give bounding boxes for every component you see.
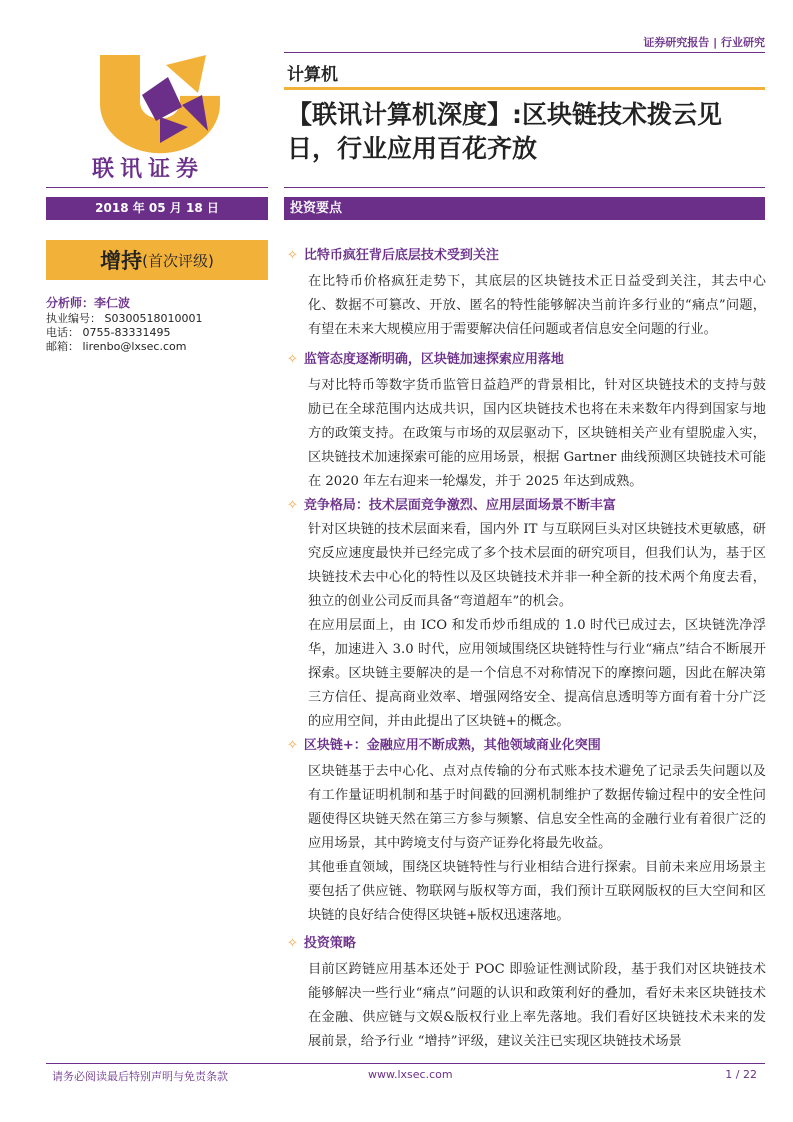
paragraph: 针对区块链的技术层面来看，国内外 IT 与互联网巨头对区块链技术更敏感，研究反应速度最快并已经完成了多个技术层面的研究项目，但我们认为，基于区块链技术去中心化的特性以及区块链技术并非一种全新的技术两个角度去看，独立的创业公司反而具备“弯道超车”的机会。	[308, 522, 766, 609]
diamond-icon: ✧	[287, 352, 298, 367]
diamond-icon: ✧	[287, 498, 298, 513]
section-heading: ✧ 区块链+：金融应用不断成熟，其他领域商业化突围	[287, 738, 601, 753]
logo-wordmark: 联讯证券	[92, 157, 205, 182]
rating-note: (首次评级)	[142, 251, 214, 270]
analyst-phone: 电话： 0755-83331495	[46, 326, 171, 339]
analyst-email[interactable]: 邮箱： lirenbo@lxsec.com	[46, 340, 187, 353]
footer-divider	[46, 1063, 765, 1064]
analyst-name: 分析师：李仁波	[46, 296, 131, 310]
industry-category: 计算机	[287, 65, 338, 85]
section-heading: ✧ 投资策略	[287, 936, 356, 951]
paragraph: 目前区跨链应用基本还处于 POC 即验证性测试阶段，基于我们对区块链技术能够解决一些行业“痛点”问题的认识和政策利好的叠加，看好未来区块链技术在金融、供应链与文娱&版权行业上率先落地。我们看好区块链技术未来的发展前景，给予行业 “增持”评级，建议关注已实现区块链技术场景	[308, 962, 766, 1049]
rating-label: 增持	[100, 249, 143, 273]
footer-disclaimer[interactable]: 请务必阅读最后特别声明与免责条款	[52, 1070, 228, 1083]
diamond-icon: ✧	[287, 738, 298, 753]
diamond-icon: ✧	[287, 248, 298, 263]
paragraph: 在比特币价格疯狂走势下，其底层的区块链技术正日益受到关注，其去中心化、数据不可篡改、开放、匿名的特性能够解决当前许多行业的“痛点”问题，有望在未来大规模应用于需要解决信任问题或者信息安全问题的行业。	[308, 274, 766, 337]
right-divider	[284, 187, 765, 188]
footer-url[interactable]: www.lxsec.com	[368, 1068, 453, 1081]
report-date: 2018 年 05 月 18 日	[46, 197, 268, 220]
section-heading: ✧ 竞争格局：技术层面竞争激烈、应用层面场景不断丰富	[287, 498, 616, 513]
page-number: 1 / 22	[725, 1068, 757, 1081]
report-title: 【联讯计算机深度】:区块链技术拨云见日，行业应用百花齐放	[287, 100, 722, 163]
section-title-bar: 投资要点	[284, 197, 765, 220]
section-heading: ✧ 比特币疯狂背后底层技术受到关注	[287, 248, 499, 263]
paragraph: 区块链基于去中心化、点对点传输的分布式账本技术避免了记录丢失问题以及有工作量证明机制和基于时间戳的回溯机制维护了数据传输过程中的安全性问题使得区块链天然在第三方参与频繁、信息安全性高的金融行业有着很广泛的应用场景，其中跨境支付与资产证券化将最先收益。	[308, 764, 766, 851]
header-divider	[284, 52, 765, 53]
paragraph: 与对比特币等数字货币监管日益趋严的背景相比，针对区块链技术的支持与鼓励已在全球范围内达成共识，国内区块链技术也将在未来数年内得到国家与地方的政策支持。在政策与市场的双层驱动下，区块链相关产业有望脱虚入实，区块链技术加速探索可能的应用场景，根据 Gartner 曲线预测区块链技术可能在 2020 年左右迎来一轮爆发，并于 2025 年达到成熟。	[308, 378, 766, 489]
diamond-icon: ✧	[287, 936, 298, 951]
rating-box	[46, 240, 268, 280]
report-type-tag: 证券研究报告 | 行业研究	[643, 36, 765, 49]
paragraph: 其他垂直领域，围绕区块链特性与行业相结合进行探索。目前未来应用场景主要包括了供应链、物联网与版权等方面，我们预计互联网版权的巨大空间和区块链的良好结合使得区块链+版权迅速落地。	[308, 860, 766, 923]
paragraph: 在应用层面上，由 ICO 和发币炒币组成的 1.0 时代已成过去，区块链洗净浮华，加速进入 3.0 时代，应用领域围绕区块链特性与行业“痛点”结合不断展开探索。区块链主要解决的是一个信息不对称情况下的摩擦问题，因此在解决第三方信任、提高商业效率、增强网络安全、提高信息透明等方面有着十分广泛的应用空间，并由此提出了区块链+的概念。	[308, 618, 766, 729]
category-underline	[284, 87, 765, 90]
analyst-license: 执业编号： S0300518010001	[46, 312, 203, 325]
section-heading: ✧ 监管态度逐渐明确，区块链加速探索应用落地	[287, 352, 564, 367]
left-divider	[46, 187, 268, 188]
